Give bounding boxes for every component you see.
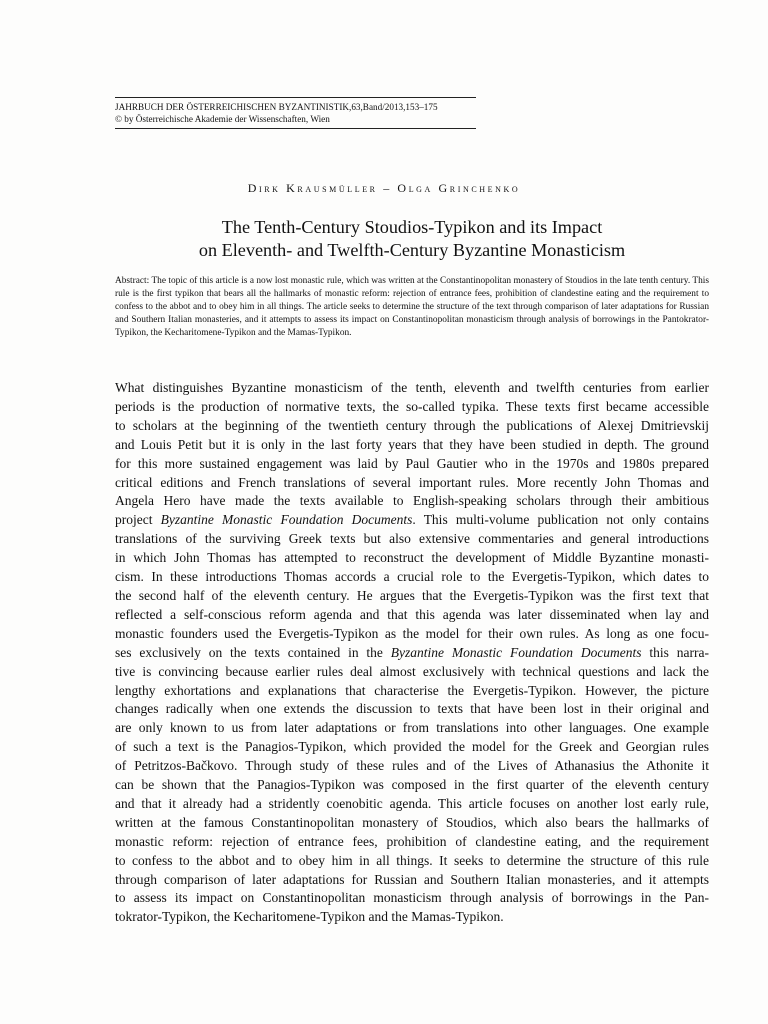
body-line: tokrator-Typikon, the Kecharitomene-Typikon and the Mamas-Typikon. [115, 909, 504, 925]
body-line: are only known to us from later adaptations or from translations into other languages. One example [115, 720, 709, 736]
body-line: to confess to the abbot and to obey him in all things. It seeks to determine the structure of this rule [115, 852, 709, 868]
body-text-segment: . This multi-volume publication not only contains [412, 512, 710, 528]
body-line [115, 644, 709, 663]
article-title [115, 216, 709, 262]
copyright-notice: © by Österreichische Akademie der Wissenschaften, Wien [115, 114, 330, 124]
body-line: to assess its impact on Constantinopolitan monasticism through analysis of borrowings in the Pan- [115, 890, 709, 906]
body-line: the second half of the eleventh century. He argues that the Evergetis-Typikon was the first text that [115, 587, 709, 603]
italic-book-title: Byzantine Monastic Foundation Documents [390, 644, 642, 660]
body-line: reflected a self-conscious reform agenda and that this agenda was later disseminated when lay and [115, 606, 709, 622]
body-line: monastic founders used the Evergetis-Typikon as the model for their own rules. As long as one focu- [115, 625, 709, 641]
abstract: Abstract: The topic of this article is a now lost monastic rule, which was written at the Constantinopolitan monastery of Stoudios in the late tenth century. This rule is the first typikon that bears all the hallmarks of monastic reform: rejection of entrance fees, prohibition of clandestine eating and the requirement to confess to the abbot and to obey him in all things. The article seeks to determine the structure of the text through comparison of later adaptations for Russian and Southern Italian monasteries, and it attempts to assess its impact on Constantinopolitan monasticism through analysis of borrowings in the Pantokrator-Typikon, the Kecharitomene-Typikon and the Mamas-Typikon. [115, 276, 709, 338]
body-line: and Louis Petit but it is only in the last forty years that they have been studied in depth. The ground [115, 436, 709, 452]
body-line: written at the famous Constantinopolitan monastery of Stoudios, which also bears the hallmarks of [115, 814, 709, 830]
body-line: tive is convincing because earlier rules deal almost exclusively with technical questions and lack the [115, 663, 709, 679]
body-line: critical editions and French translations of several important rules. More recently John Thomas and [115, 474, 709, 490]
body-line [115, 511, 709, 530]
running-header [115, 97, 476, 129]
body-line: to scholars at the beginning of the twentieth century through the publications of Alexej Dmitrievskij [115, 417, 709, 433]
body-line: cism. In these introductions Thomas accords a crucial role to the Evergetis-Typikon, which dates to [115, 569, 709, 585]
body-line: through comparison of later adaptations for Russian and Southern Italian monasteries, and it attempts [115, 871, 709, 887]
italic-book-title: Byzantine Monastic Foundation Documents [160, 512, 413, 528]
journal-citation: JAHRBUCH DER ÖSTERREICHISCHEN BYZANTINISTIK,63,Band/2013,153–175 [115, 102, 438, 112]
body-text-segment: this narra- [641, 644, 709, 660]
body-line: of such a text is the Panagios-Typikon, which provided the model for the Greek and Georgian rules [115, 739, 709, 755]
body-line: can be shown that the Panagios-Typikon was composed in the first quarter of the eleventh century [115, 777, 709, 793]
body-line: and that it already had a stridently coenobitic agenda. This article focuses on another lost early rule, [115, 795, 709, 811]
body-line: What distinguishes Byzantine monasticism of the tenth, eleventh and twelfth centuries from earlier [115, 380, 709, 395]
body-line: changes radically when one extends the discussion to texts that have been lost in their original and [115, 701, 709, 717]
body-text-segment: project [115, 512, 161, 528]
body-line: translations of the surviving Greek texts but also extensive commentaries and general introductions [115, 531, 709, 547]
body-line: monastic reform: rejection of entrance fees, prohibition of clandestine eating, and the requirement [115, 833, 709, 849]
title-line: on Eleventh- and Twelfth-Century Byzantine Monasticism [198, 240, 626, 260]
body-line: in which John Thomas has attempted to reconstruct the development of Middle Byzantine monasti- [115, 550, 709, 566]
body-line: Angela Hero have made the texts available to English-speaking scholars through their ambitious [115, 493, 709, 509]
title-line: The Tenth-Century Stoudios-Typikon and its Impact [221, 217, 603, 237]
body-line: periods is the production of normative texts, the so-called typika. These texts first became accessible [115, 398, 709, 414]
body-line: lengthy exhortations and explanations that characterise the Evergetis-Typikon. However, the picture [115, 682, 709, 698]
body-text [115, 379, 709, 927]
body-text-segment: ses exclusively on the texts contained in the [115, 644, 391, 660]
body-line: of Petritzos-Bačkovo. Through study of these rules and of the Lives of Athanasius the Athonite it [115, 758, 709, 774]
body-line: for this more sustained engagement was laid by Paul Gautier who in the 1970s and 1980s prepared [115, 455, 709, 471]
author-names: Dirk Krausmüller – Olga Grinchenko [247, 181, 521, 195]
